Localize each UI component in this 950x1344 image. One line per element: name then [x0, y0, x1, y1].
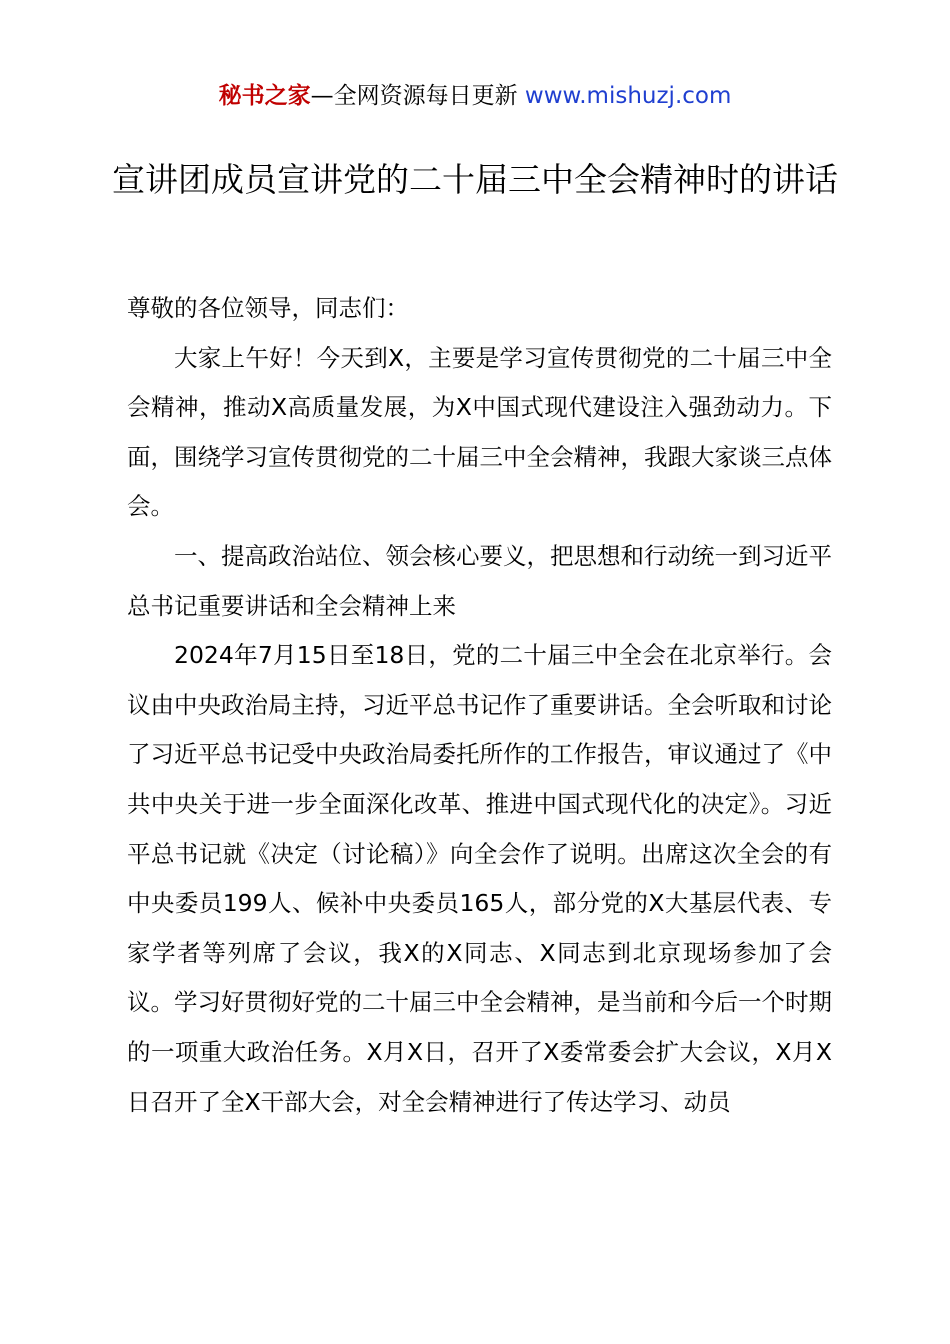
salutation: 尊敬的各位领导，同志们： — [127, 294, 409, 322]
section-heading-1: 一、提高政治站位、领会核心要义，把思想和行动统一到习近平总书记重要讲话和全会精神上来 — [127, 541, 832, 620]
site-brand: 秘书之家 — [218, 83, 311, 109]
document-title: 宣讲团成员宣讲党的二十届三中全会精神时的讲话 — [112, 160, 838, 199]
document-body — [127, 284, 832, 1127]
site-tagline: —全网资源每日更新 — [310, 83, 525, 109]
site-header — [0, 80, 950, 112]
paragraph-intro: 大家上午好！今天到X，主要是学习宣传贯彻党的二十届三中全会精神，推动X高质量发展，为X中国式现代建设注入强劲动力。下面，围绕学习宣传贯彻党的二十届三中全会精神，我跟大家谈三点体会。 — [127, 343, 832, 521]
site-url[interactable]: www.mishuzj.com — [524, 83, 732, 109]
paragraph-body: 2024年7月15日至18日，党的二十届三中全会在北京举行。会议由中央政治局主持，习近平总书记作了重要讲话。全会听取和讨论了习近平总书记受中央政治局委托所作的工作报告，审议通过了《中共中央关于进一步全面深化改革、推进中国式现代化的决定》。习近平总书记就《决定（讨论稿）》向全会作了说明。出席这次全会的有中央委员199人、候补中央委员165人，部分党的X大基层代表、专家学者等列席了会议，我X的X同志、X同志到北京现场参加了会议。学习好贯彻好党的二十届三中全会精神，是当前和今后一个时期的一项重大政治任务。X月X日，召开了X委常委会扩大会议，X月X日召开了全X干部大会，对全会精神进行了传达学习、动员 — [127, 641, 832, 1116]
